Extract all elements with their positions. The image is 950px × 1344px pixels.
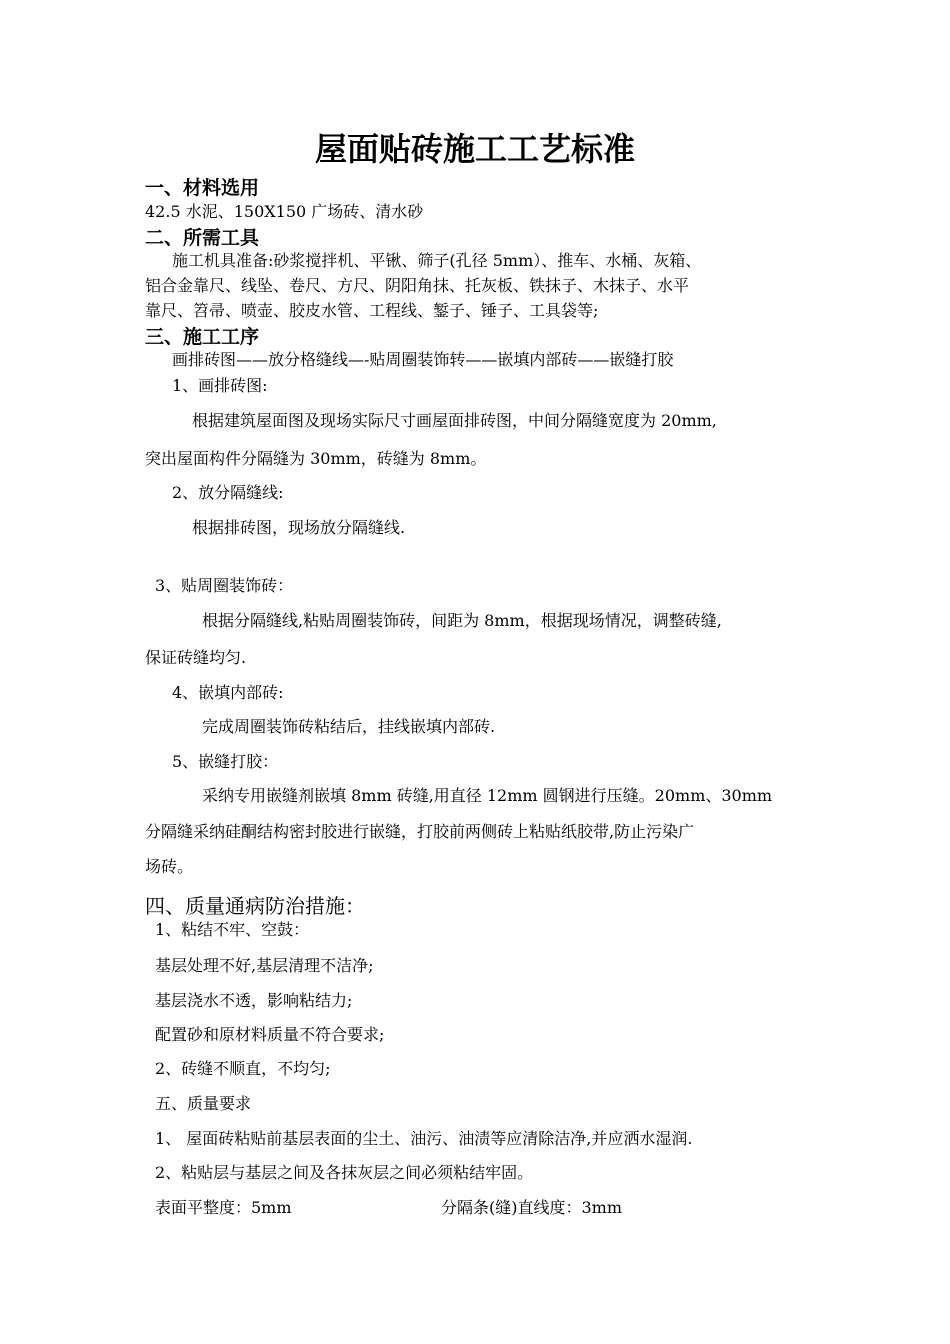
defect-1-cause-a: 基层处理不好,基层清理不洁净; (155, 956, 374, 975)
step-5-title: 5、嵌缝打胶： (172, 752, 279, 771)
requirement-2: 2、粘贴层与基层之间及各抹灰层之间必须粘结牢固。 (155, 1163, 534, 1182)
step-5-text-line-1: 采纳专用嵌缝剂嵌填 8mm 砖缝,用直径 12mm 圆钢进行压缝。20mm、30mm (202, 786, 773, 805)
step-2-text-line-1: 根据排砖图，现场放分隔缝线. (192, 518, 406, 537)
section-heading-quality-defects: 四、质量通病防治措施： (145, 894, 365, 918)
step-3-title: 3、贴周圈装饰砖： (155, 576, 294, 595)
step-2-title: 2、放分隔缝线: (172, 483, 284, 502)
step-1-text-line-1: 根据建筑屋面图及现场实际尺寸画屋面排砖图，中间分隔缝宽度为 20mm, (192, 411, 717, 430)
step-1-text-line-2: 突出屋面构件分隔缝为 30mm，砖缝为 8mm。 (145, 449, 487, 468)
section-heading-materials: 一、材料选用 (145, 177, 260, 199)
section-heading-process: 三、施工工序 (145, 326, 260, 348)
defect-1-cause-b: 基层浇水不透，影响粘结力; (155, 991, 353, 1010)
process-flow: 画排砖图——放分格缝线—-贴周圈装饰转——嵌填内部砖——嵌缝打胶 (172, 350, 674, 369)
defect-1-cause-c: 配置砂和原材料质量不符合要求; (155, 1025, 385, 1044)
straightness-tolerance: 分隔条(缝)直线度：3mm (441, 1198, 623, 1217)
materials-text: 42.5 水泥、150X150 广场砖、清水砂 (145, 202, 424, 221)
tools-text-line-2: 铝合金靠尺、线坠、卷尺、方尺、阴阳角抹、托灰板、铁抹子、木抹子、水平 (145, 276, 690, 295)
step-4-title: 4、嵌填内部砖: (172, 683, 284, 702)
section-heading-quality-requirements: 五、质量要求 (155, 1094, 252, 1113)
flatness-tolerance: 表面平整度：5mm (155, 1198, 292, 1217)
step-4-text-line-1: 完成周圈装饰砖粘结后，挂线嵌填内部砖. (202, 717, 496, 736)
defect-1-title: 1、粘结不牢、空鼓： (155, 920, 310, 939)
tools-text-line-1: 施工机具准备:砂浆搅拌机、平锹、筛子(孔径 5mm）、推车、水桶、灰箱、 (172, 251, 702, 270)
step-5-text-line-3: 场砖。 (145, 857, 194, 876)
step-1-title: 1、画排砖图: (172, 376, 268, 395)
tools-text-line-3: 靠尺、笤帚、喷壶、胶皮水管、工程线、錾子、锤子、工具袋等; (145, 301, 599, 320)
step-5-text-line-2: 分隔缝采纳硅酮结构密封胶进行嵌缝，打胶前两侧砖上粘贴纸胶带,防止污染广 (145, 822, 695, 841)
document-title: 屋面贴砖施工工艺标准 (314, 130, 635, 168)
requirement-1: 1、 屋面砖粘贴前基层表面的尘土、油污、油渍等应清除洁净,并应洒水湿润. (155, 1129, 693, 1148)
step-3-text-line-1: 根据分隔缝线,粘贴周圈装饰砖，间距为 8mm，根据现场情况，调整砖缝, (202, 611, 722, 630)
section-heading-tools: 二、所需工具 (145, 227, 260, 249)
step-3-text-line-2: 保证砖缝均匀. (145, 648, 247, 667)
defect-2-title: 2、砖缝不顺直，不均匀; (155, 1059, 331, 1078)
